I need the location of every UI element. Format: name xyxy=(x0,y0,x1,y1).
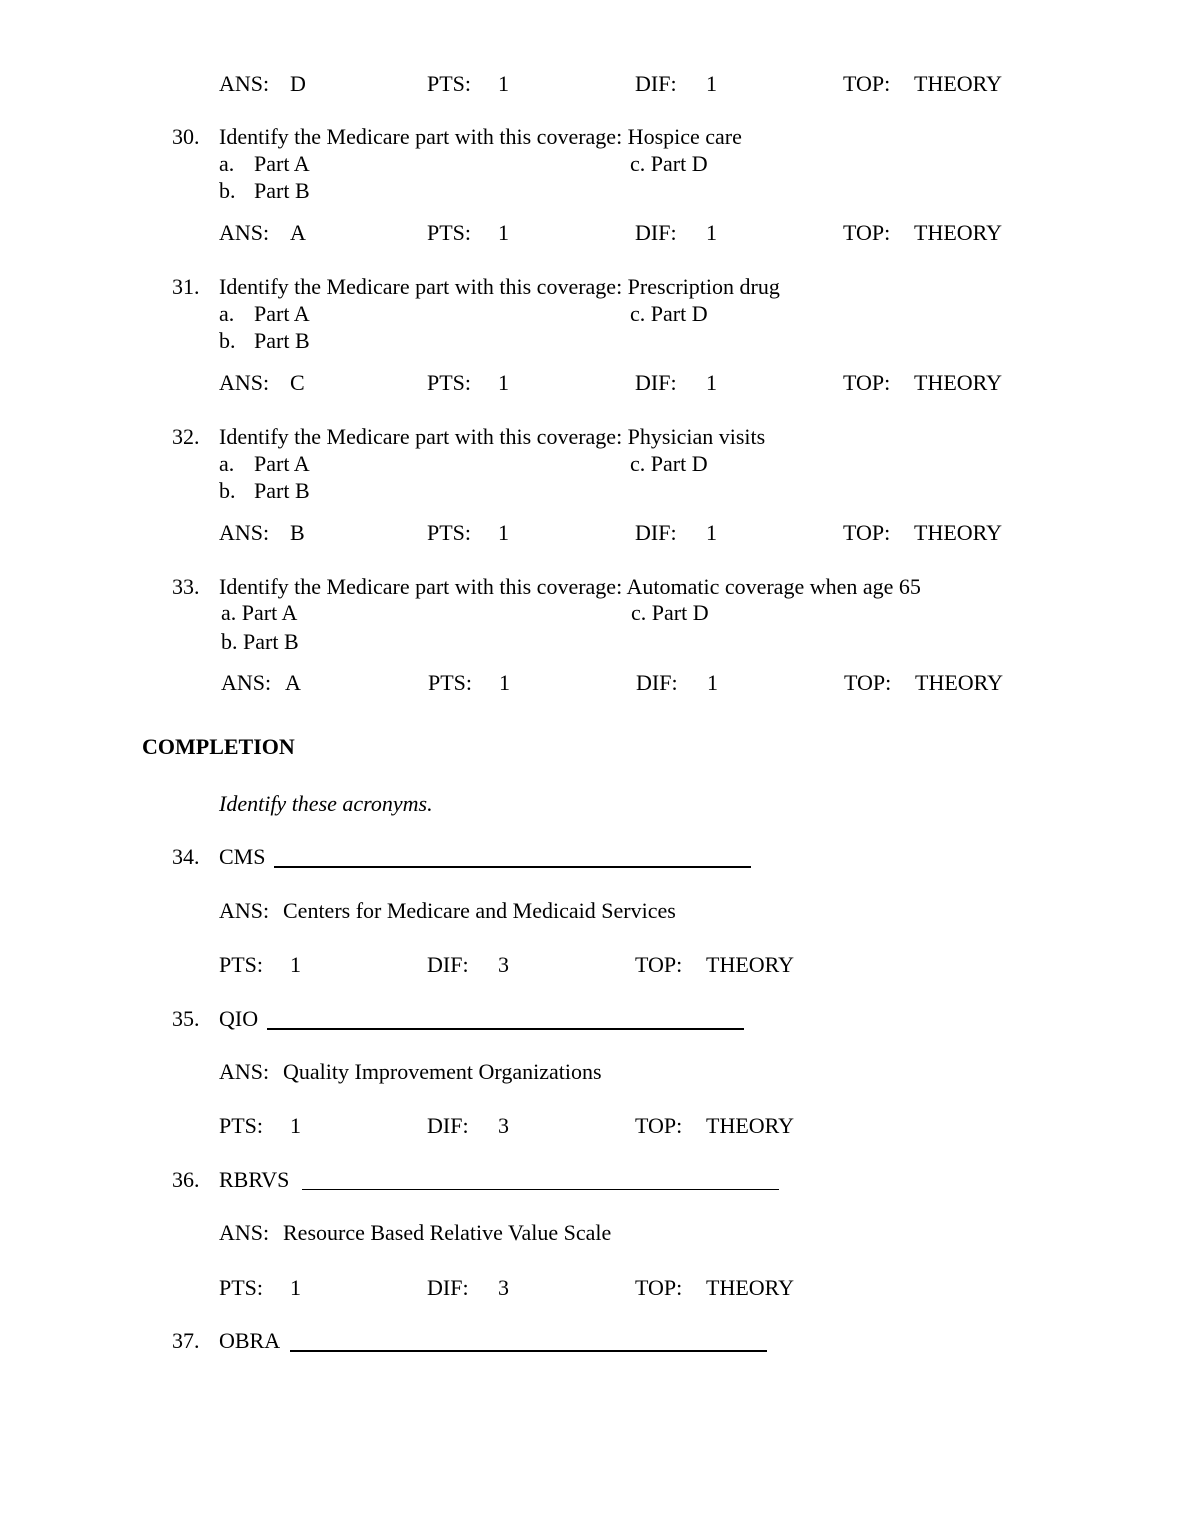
option-a: Part A xyxy=(254,451,310,476)
option-a: Part A xyxy=(254,301,310,326)
top-value: THEORY xyxy=(706,1113,794,1138)
option-b: Part B xyxy=(254,178,310,203)
pts-value: 1 xyxy=(498,520,509,545)
ans-label: ANS: xyxy=(219,220,270,245)
top-label: TOP: xyxy=(635,952,683,977)
option-letter: b. xyxy=(219,478,236,503)
top-label: TOP: xyxy=(843,520,891,545)
option-letter: a. xyxy=(219,301,235,326)
ans-label: ANS: xyxy=(221,670,272,695)
ans-label: ANS: xyxy=(219,370,270,395)
ans-value: C xyxy=(290,370,305,395)
ans-label: ANS: xyxy=(219,1059,270,1084)
ans-label: ANS: xyxy=(219,520,270,545)
option-c: c. Part D xyxy=(630,301,708,326)
top-value: THEORY xyxy=(706,1275,794,1300)
question-text: Identify the Medicare part with this coverage: Automatic coverage when age 65 xyxy=(219,574,921,599)
item-number: 36. xyxy=(172,1167,200,1192)
pts-value: 1 xyxy=(498,71,509,96)
dif-label: DIF: xyxy=(427,952,469,977)
top-value: THEORY xyxy=(706,952,794,977)
top-value: THEORY xyxy=(914,370,1002,395)
top-value: THEORY xyxy=(914,220,1002,245)
top-label: TOP: xyxy=(635,1275,683,1300)
option-c: c. Part D xyxy=(631,600,709,625)
pts-label: PTS: xyxy=(427,220,472,245)
dif-label: DIF: xyxy=(427,1113,469,1138)
instruction-text: Identify these acronyms. xyxy=(219,791,433,816)
ans-label: ANS: xyxy=(219,71,270,96)
dif-value: 1 xyxy=(706,71,717,96)
pts-label: PTS: xyxy=(428,670,473,695)
pts-label: PTS: xyxy=(427,520,472,545)
option-b: Part B xyxy=(254,328,310,353)
pts-label: PTS: xyxy=(219,1275,264,1300)
top-value: THEORY xyxy=(914,71,1002,96)
ans-value: Resource Based Relative Value Scale xyxy=(283,1220,612,1245)
top-value: THEORY xyxy=(914,520,1002,545)
option-b: b. Part B xyxy=(221,629,299,654)
pts-value: 1 xyxy=(499,670,510,695)
dif-label: DIF: xyxy=(635,370,677,395)
item-number: 34. xyxy=(172,844,200,869)
option-letter: a. xyxy=(219,151,235,176)
question-number: 32. xyxy=(172,424,200,449)
ans-value: D xyxy=(290,71,306,96)
option-b: Part B xyxy=(254,478,310,503)
option-c: c. Part D xyxy=(630,151,708,176)
ans-value: A xyxy=(290,220,306,245)
ans-value: Quality Improvement Organizations xyxy=(283,1059,602,1084)
question-text: Identify the Medicare part with this coverage: Hospice care xyxy=(219,124,742,149)
ans-value: A xyxy=(285,670,301,695)
ans-label: ANS: xyxy=(219,1220,270,1245)
dif-label: DIF: xyxy=(427,1275,469,1300)
top-label: TOP: xyxy=(843,370,891,395)
dif-label: DIF: xyxy=(635,71,677,96)
pts-value: 1 xyxy=(290,952,301,977)
dif-label: DIF: xyxy=(635,520,677,545)
answer-blank xyxy=(274,866,751,868)
option-letter: a. xyxy=(219,451,235,476)
question-text: Identify the Medicare part with this coverage: Prescription drug xyxy=(219,274,780,299)
option-a: Part A xyxy=(254,151,310,176)
option-c: c. Part D xyxy=(630,451,708,476)
dif-value: 3 xyxy=(498,952,509,977)
option-letter: b. xyxy=(219,178,236,203)
top-value: THEORY xyxy=(915,670,1003,695)
answer-blank xyxy=(290,1350,767,1352)
pts-value: 1 xyxy=(290,1275,301,1300)
pts-label: PTS: xyxy=(427,370,472,395)
item-number: 37. xyxy=(172,1328,200,1353)
question-number: 33. xyxy=(172,574,200,599)
option-a: a. Part A xyxy=(221,600,298,625)
top-label: TOP: xyxy=(843,71,891,96)
pts-label: PTS: xyxy=(219,952,264,977)
dif-value: 1 xyxy=(706,520,717,545)
dif-value: 3 xyxy=(498,1275,509,1300)
acronym-term: QIO xyxy=(219,1006,259,1031)
pts-value: 1 xyxy=(498,370,509,395)
acronym-term: OBRA xyxy=(219,1328,281,1353)
dif-label: DIF: xyxy=(635,220,677,245)
top-label: TOP: xyxy=(843,220,891,245)
acronym-term: CMS xyxy=(219,844,266,869)
ans-value: B xyxy=(290,520,305,545)
question-text: Identify the Medicare part with this coverage: Physician visits xyxy=(219,424,766,449)
pts-value: 1 xyxy=(290,1113,301,1138)
dif-value: 1 xyxy=(706,220,717,245)
pts-value: 1 xyxy=(498,220,509,245)
item-number: 35. xyxy=(172,1006,200,1031)
top-label: TOP: xyxy=(844,670,892,695)
question-number: 30. xyxy=(172,124,200,149)
option-letter: b. xyxy=(219,328,236,353)
section-heading: COMPLETION xyxy=(142,734,295,759)
dif-value: 1 xyxy=(706,370,717,395)
answer-blank xyxy=(267,1028,744,1030)
dif-value: 1 xyxy=(707,670,718,695)
dif-value: 3 xyxy=(498,1113,509,1138)
ans-value: Centers for Medicare and Medicaid Services xyxy=(283,898,676,923)
pts-label: PTS: xyxy=(427,71,472,96)
ans-label: ANS: xyxy=(219,898,270,923)
pts-label: PTS: xyxy=(219,1113,264,1138)
question-number: 31. xyxy=(172,274,200,299)
acronym-term: RBRVS xyxy=(219,1167,290,1192)
dif-label: DIF: xyxy=(636,670,678,695)
answer-blank xyxy=(302,1189,779,1190)
top-label: TOP: xyxy=(635,1113,683,1138)
